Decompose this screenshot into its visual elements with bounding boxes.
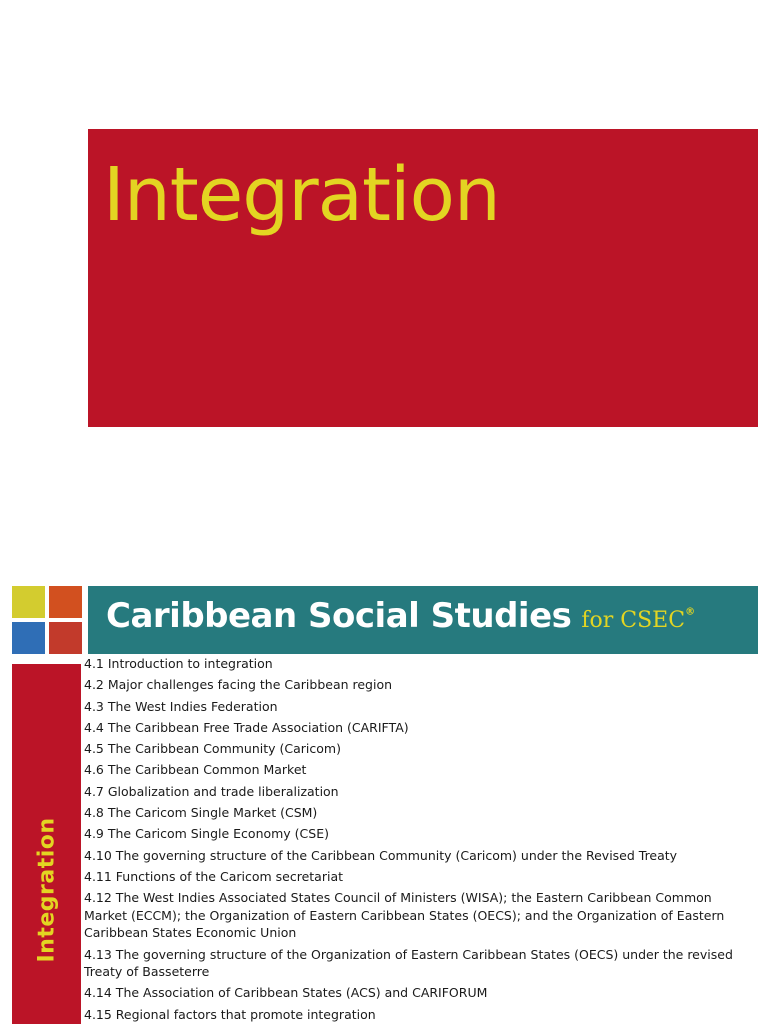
toc-item: 4.15 Regional factors that promote integration: [84, 1006, 376, 1022]
toc-item: 4.9 The Caricom Single Economy (CSE): [84, 826, 329, 842]
side-label: Integration: [34, 817, 60, 963]
toc-item: 4.13 The governing structure of the Organization of Eastern Caribbean States (OECS) under the revised Treaty of Basseterre: [84, 946, 733, 980]
table-of-contents: [84, 655, 754, 1027]
toc-item: 4.1 Introduction to integration: [84, 656, 273, 671]
toc-item: 4.10 The governing structure of the Caribbean Community (Caricom) under the Revised Treaty: [84, 847, 678, 863]
tile-yellow: [12, 586, 45, 618]
registered-mark: ®: [685, 606, 695, 618]
tile-blue: [12, 622, 45, 654]
toc-item: 4.8 The Caricom Single Market (CSM): [84, 805, 318, 821]
toc-item: 4.14 The Association of Caribbean States (ACS) and CARIFORUM: [84, 985, 488, 1001]
toc-item: 4.5 The Caribbean Community (Caricom): [84, 741, 341, 757]
banner-title: [106, 596, 695, 636]
tile-orange: [49, 586, 82, 618]
toc-item: 4.12 The West Indies Associated States Council of Ministers (WISA); the Eastern Caribbean Common Market (ECCM); the Organization of Eastern Caribbean States (OECS); and the Organization of Eastern Caribbean States Economic Union: [84, 890, 725, 941]
slide-title: Integration: [103, 152, 500, 238]
toc-item: 4.3 The West Indies Federation: [84, 698, 278, 714]
toc-item: 4.4 The Caribbean Free Trade Association (CARIFTA): [84, 719, 409, 735]
toc-item: 4.2 Major challenges facing the Caribbean region: [84, 677, 393, 693]
book-banner: [88, 586, 758, 654]
logo-tiles: [12, 586, 82, 654]
toc-item: 4.11 Functions of the Caricom secretariat: [84, 868, 344, 884]
toc-item: 4.7 Globalization and trade liberalization: [84, 783, 339, 799]
banner-subtitle: for CSEC: [581, 608, 686, 633]
tile-red: [49, 622, 82, 654]
title-slide: [88, 129, 758, 427]
toc-item: 4.6 The Caribbean Common Market: [84, 762, 307, 778]
banner-title-main: Caribbean Social Studies: [106, 596, 572, 636]
